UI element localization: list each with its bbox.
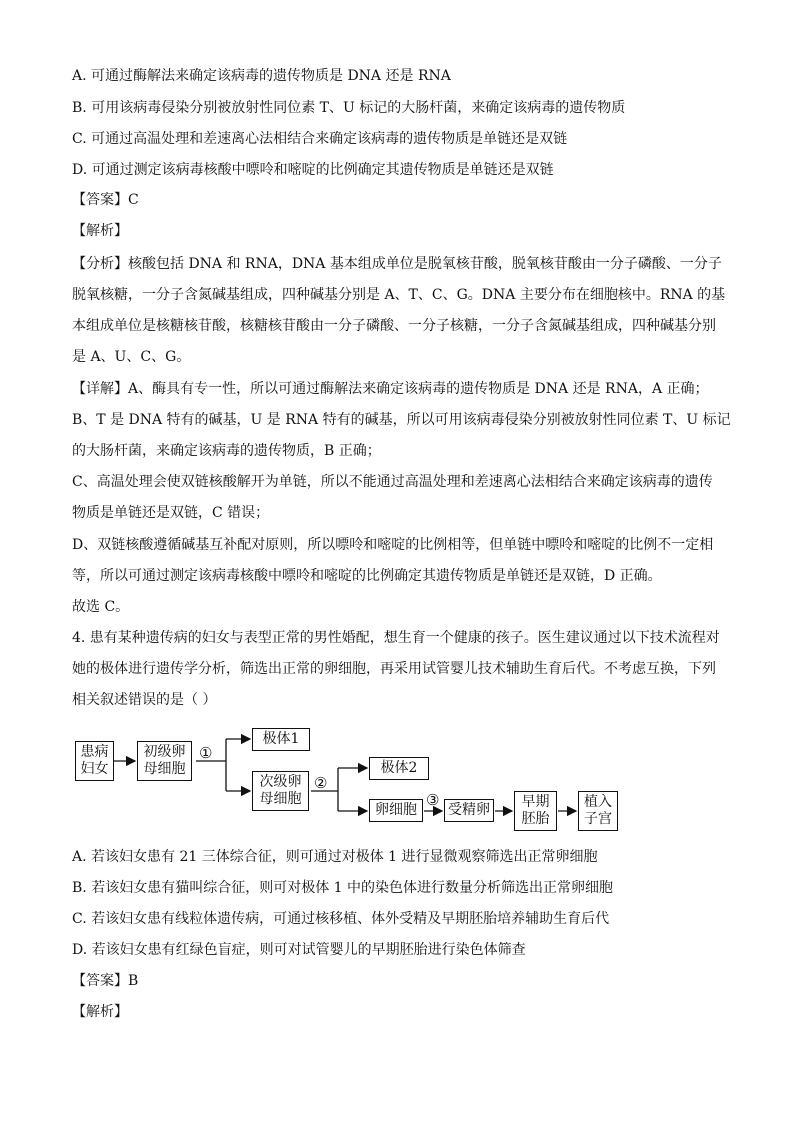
- q3-detail-line: 等，所以可通过测定该病毒核酸中嘌呤和嘧啶的比例确定其遗传物质是单链还是双链，D 正确。: [72, 568, 662, 584]
- flow-node-zygote: 受精卵: [444, 799, 494, 822]
- q3-analysis-line: 是 A、U、C、G。: [72, 349, 191, 365]
- q3-detail-line: B、T 是 DNA 特有的碱基，U 是 RNA 特有的碱基，所以可用该病毒侵染分别被放射性同位素 T、U 标记: [72, 412, 731, 428]
- flow-node-patient-line1: 患病: [80, 744, 109, 760]
- q3-analysis-line: 【分析】核酸包括 DNA 和 RNA，DNA 基本组成单位是脱氧核苷酸，脱氧核苷酸由一分子磷酸、一分子: [72, 256, 722, 272]
- flow-node-secondary-line1: 次级卵: [259, 774, 302, 790]
- flow-node-secondary-line2: 母细胞: [259, 791, 302, 807]
- flow-step-2: ②: [314, 774, 328, 792]
- q3-option-b: B. 可用该病毒侵染分别被放射性同位素 T、U 标记的大肠杆菌，来确定该病毒的遗传物质: [72, 100, 626, 116]
- q4-option-d: D. 若该妇女患有红绿色盲症，则可对试管婴儿的早期胚胎进行染色体筛查: [72, 942, 526, 958]
- q4-option-a: A. 若该妇女患有 21 三体综合征，则可通过对极体 1 进行显微观察筛选出正常卵细胞: [72, 849, 598, 865]
- flow-node-primary-line2: 母细胞: [143, 761, 186, 777]
- flow-step-3: ③: [426, 791, 440, 809]
- q3-analysis-label: 【解析】: [72, 223, 128, 239]
- q3-detail-line: 故选 C。: [72, 599, 130, 615]
- flow-node-implant-line1: 植入: [584, 794, 612, 810]
- q3-detail-line: 【详解】A、酶具有专一性，所以可通过酶解法来确定该病毒的遗传物质是 DNA 还是 RNA，A 正确；: [72, 381, 709, 397]
- flow-step-1: ①: [199, 744, 213, 762]
- q3-option-c: C. 可通过高温处理和差速离心法相结合来确定该病毒的遗传物质是单链还是双链: [72, 131, 568, 147]
- flow-node-primary-line1: 初级卵: [143, 744, 186, 760]
- q3-option-d: D. 可通过测定该病毒核酸中嘌呤和嘧啶的比例确定其遗传物质是单链还是双链: [72, 162, 554, 178]
- q3-detail-line: C、高温处理会使双链核酸解开为单链，所以不能通过高温处理和差速离心法相结合来确定该病毒的遗传: [72, 474, 713, 490]
- flow-node-primary-oocyte: [137, 741, 192, 781]
- q4-analysis-label: 【解析】: [72, 1004, 128, 1020]
- q3-answer: 【答案】C: [72, 192, 139, 208]
- q4-answer: 【答案】B: [72, 973, 139, 989]
- q3-detail-line: 的大肠杆菌，来确定该病毒的遗传物质，B 正确；: [72, 443, 381, 459]
- flow-node-patient-line2: 妇女: [80, 761, 109, 777]
- flow-node-polar-body-1: 极体1: [252, 728, 310, 751]
- flow-node-embryo-line2: 胚胎: [521, 811, 550, 827]
- q3-analysis-line: 脱氧核糖，一分子含氮碱基组成，四种碱基分别是 A、T、C、G。DNA 主要分布在细胞核中。RNA 的基: [72, 287, 726, 303]
- flow-node-egg: 卵细胞: [369, 799, 423, 822]
- q4-stem-line: 相关叙述错误的是（ ）: [72, 692, 217, 708]
- q3-detail-line: D、双链核酸遵循碱基互补配对原则，所以嘌呤和嘧啶的比例相等，但单链中嘌呤和嘧啶的比例不一定相: [72, 537, 714, 553]
- flow-node-polar-body-2: 极体2: [369, 757, 429, 780]
- flow-node-secondary-oocyte: [252, 771, 309, 811]
- q4-stem-line: 她的极体进行遗传学分析，筛选出正常的卵细胞，再采用试管婴儿技术辅助生育后代。不考虑互换，下列: [72, 661, 716, 677]
- q3-option-a: A. 可通过酶解法来确定该病毒的遗传物质是 DNA 还是 RNA: [72, 68, 451, 84]
- q3-detail-line: 物质是单链还是双链，C 错误；: [72, 505, 270, 521]
- flow-node-early-embryo: [514, 791, 557, 831]
- flow-node-patient: [75, 741, 114, 781]
- flow-node-embryo-line1: 早期: [521, 794, 550, 810]
- q3-analysis-line: 本组成单位是核糖核苷酸，核糖核苷酸由一分子磷酸、一分子核糖，一分子含氮碱基组成，四种碱基分别: [72, 318, 716, 334]
- q4-option-b: B. 若该妇女患有猫叫综合征，则可对极体 1 中的染色体进行数量分析筛选出正常卵细胞: [72, 880, 613, 896]
- q4-stem-line: 4. 患有某种遗传病的妇女与表型正常的男性婚配，想生育一个健康的孩子。医生建议通过以下技术流程对: [72, 630, 720, 646]
- q4-option-c: C. 若该妇女患有线粒体遗传病，可通过核移植、体外受精及早期胚胎培养辅助生育后代: [72, 911, 610, 927]
- flow-node-implant-uterus: [578, 791, 618, 831]
- flow-node-implant-line2: 子宫: [584, 811, 612, 827]
